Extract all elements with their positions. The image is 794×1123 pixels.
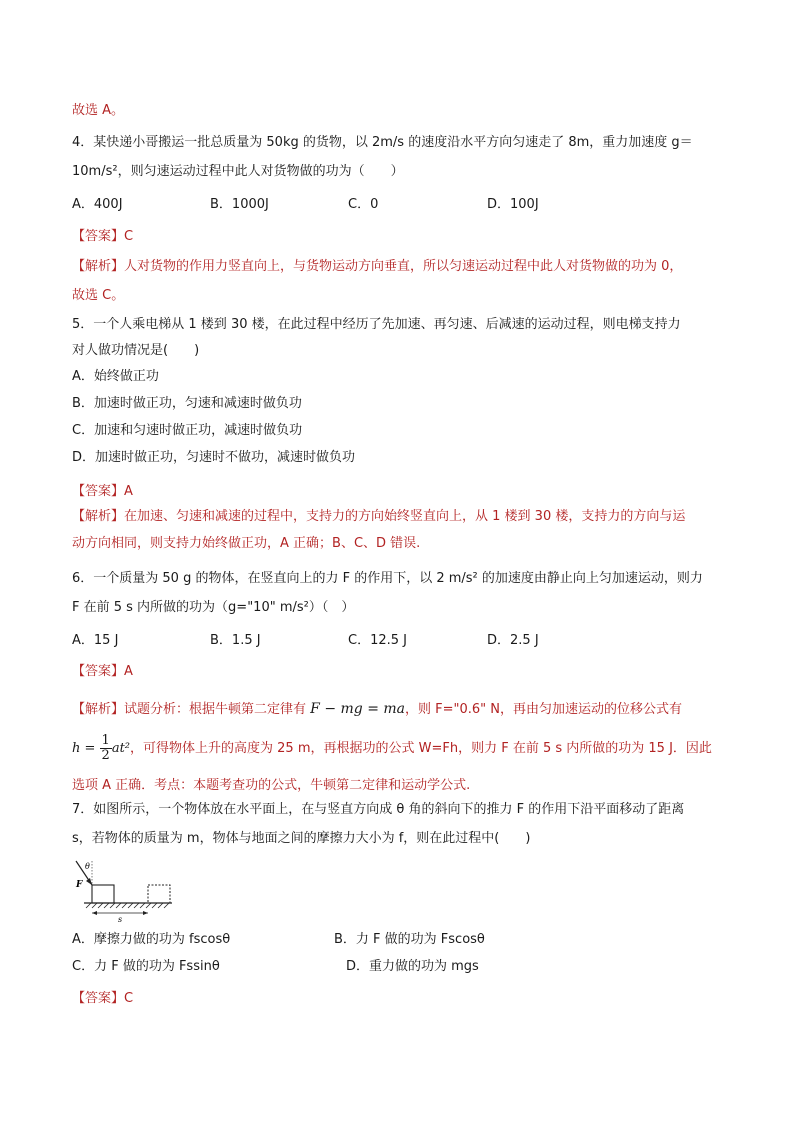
q5-explanation-line1 [72,508,685,526]
explanation-text: 在加速、匀速和减速的过程中，支持力的方向始终竖直向上，从 1 楼到 30 楼，支持力的方向与运 [124,509,686,524]
q7-option-a: A．摩擦力做的功为 fscosθ [72,932,231,947]
q7-option-b: B．力 F 做的功为 Fscosθ [334,932,485,947]
displacement-label: s [118,915,123,924]
fraction-denominator: 2 [101,748,110,763]
q4-explanation-line2: 故选 C。 [72,288,125,303]
block-end [148,885,170,903]
q6-explanation-line2 [72,734,712,764]
explanation-text-b: ，则 F="0.6" N，再由匀加速运动的位移公式有 [405,702,682,717]
q7-option-c: C．力 F 做的功为 Fssinθ [72,959,220,974]
q4-option-b: B．1000J [210,197,269,212]
q4-option-c: C．0 [348,197,379,212]
answer-tag: 【答案】 [72,991,125,1006]
q4-stem-line1: 4．某快递小哥搬运一批总质量为 50kg 的货物，以 2m/s 的速度沿水平方向匀速走了 8m，重力加速度 g＝ [72,135,693,150]
q5-explanation-line2: 动方向相同，则支持力始终做正功，A 正确；B、C、D 错误. [72,536,421,551]
q6-stem-line1: 6．一个质量为 50 g 的物体，在竖直向上的力 F 的作用下，以 2 m/s² 的加速度由静止向上匀加速运动，则力 [72,571,703,586]
q5-answer [72,483,133,501]
answer-value: A [124,664,133,679]
fraction-numerator: 1 [101,733,110,748]
ground-hatching [86,903,169,908]
q7-stem-line2: s，若物体的质量为 m，物体与地面之间的摩擦力大小为 f，则在此过程中( ) [72,831,531,846]
theta-label: θ [85,862,90,871]
q7-option-d: D．重力做的功为 mgs [346,959,479,974]
q4-option-a: A．400J [72,197,123,212]
q6-explanation-line3: 选项 A 正确．考点：本题考查功的公式，牛顿第二定律和运动学公式. [72,778,471,793]
force-arrowhead [86,878,92,885]
half-fraction [100,734,112,763]
q5-option-c: C．加速和匀速时做正功，减速时做负功 [72,423,303,438]
q4-explanation-line1 [72,258,682,276]
displacement-arrow-right [143,911,148,915]
force-label: F [76,880,83,890]
explanation-tag: 【解析】 [72,702,125,717]
q5-option-b: B．加速时做正功，匀速和减速时做负功 [72,396,302,411]
explanation-tag: 【解析】 [72,509,125,524]
q6-answer [72,663,133,681]
q6-option-b: B．1.5 J [210,633,261,648]
prev-conclusion: 故选 A。 [72,103,125,118]
block-start [92,885,114,903]
q4-option-d: D．100J [487,197,539,212]
q6-stem-line2: F 在前 5 s 内所做的功为（g="10" m/s²）（ ） [72,600,355,615]
explanation-text: 人对货物的作用力竖直向上，与货物运动方向垂直，所以匀速运动过程中此人对货物做的功为 0， [124,259,683,274]
answer-value: C [124,991,134,1006]
answer-value: C [124,229,134,244]
q7-stem-line1: 7．如图所示，一个物体放在水平面上，在与竖直方向成 θ 角的斜向下的推力 F 的作用下沿平面移动了距离 [72,802,685,817]
at-squared: at² [111,741,131,756]
q4-answer [72,228,133,246]
answer-tag: 【答案】 [72,229,125,244]
explanation-text-c: ，可得物体上升的高度为 25 m，再根据功的公式 W=Fh，则力 F 在前 5 s 内所做的功为 15 J．因此 [130,741,712,756]
q7-answer [72,990,133,1008]
force-diagram [72,855,182,925]
q5-option-d: D．加速时做正功，匀速时不做功，减速时做负功 [72,450,356,465]
displacement-arrow-left [92,911,97,915]
answer-value: A [124,484,133,499]
q6-option-a: A．15 J [72,633,119,648]
q4-stem-line2: 10m/s²，则匀速运动过程中此人对货物做的功为（ ） [72,164,404,179]
explanation-tag: 【解析】 [72,259,125,274]
newton-formula: F − mg = ma [310,701,405,717]
q5-option-a: A．始终做正功 [72,369,159,384]
height-symbol: h = [72,741,96,756]
q6-option-c: C．12.5 J [348,633,407,648]
answer-tag: 【答案】 [72,484,125,499]
q6-option-d: D．2.5 J [487,633,539,648]
q6-explanation-line1 [72,700,682,719]
explanation-text-a: 试题分析：根据牛顿第二定律有 [124,702,311,717]
q5-stem-line1: 5．一个人乘电梯从 1 楼到 30 楼，在此过程中经历了先加速、再匀速、后减速的运动过程，则电梯支持力 [72,317,681,332]
q5-stem-line2: 对人做功情况是( ) [72,343,200,358]
answer-tag: 【答案】 [72,664,125,679]
